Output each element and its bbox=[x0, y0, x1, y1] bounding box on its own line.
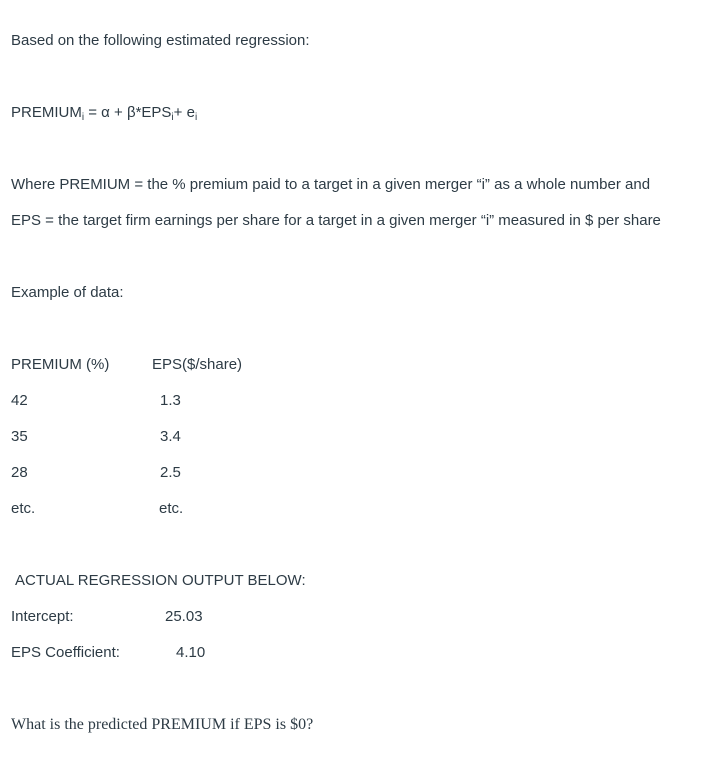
equation-premium: PREMIUM bbox=[11, 104, 82, 121]
equation-subscript-i: i bbox=[81, 112, 85, 123]
table-cell-premium: 28 bbox=[11, 464, 28, 481]
table-header-premium: PREMIUM (%) bbox=[11, 356, 110, 373]
table-header-eps: EPS($/share) bbox=[152, 356, 243, 373]
question-text: What is the predicted PREMIUM if EPS is $0? bbox=[11, 716, 314, 733]
equation-subscript-i-2: i bbox=[171, 112, 174, 123]
table-cell-eps: 2.5 bbox=[160, 464, 181, 481]
definition-premium: Where PREMIUM = the % premium paid to a target in a given merger “i” as a whole number and bbox=[11, 176, 651, 193]
equation-middle: = α + β*EPS bbox=[84, 104, 172, 121]
intro-text: Based on the following estimated regression: bbox=[11, 32, 310, 49]
table-cell-eps: 1.3 bbox=[160, 392, 181, 409]
regression-equation bbox=[11, 103, 197, 123]
table-cell-premium: 42 bbox=[11, 392, 28, 409]
regression-output-heading: ACTUAL REGRESSION OUTPUT BELOW: bbox=[15, 572, 306, 589]
table-cell-premium: etc. bbox=[11, 500, 36, 517]
table-cell-eps: 3.4 bbox=[160, 428, 181, 445]
definition-eps: EPS = the target firm earnings per share for a target in a given merger “i” measured in $ per share bbox=[11, 212, 661, 229]
table-cell-eps: etc. bbox=[159, 500, 184, 517]
eps-coefficient-value: 4.10 bbox=[176, 644, 206, 661]
example-label: Example of data: bbox=[11, 284, 124, 301]
eps-coefficient-label: EPS Coefficient: bbox=[11, 644, 120, 661]
intercept-label: Intercept: bbox=[11, 608, 74, 625]
equation-error: + e bbox=[173, 104, 195, 121]
equation-subscript-i-3: i bbox=[194, 112, 198, 123]
table-cell-premium: 35 bbox=[11, 428, 28, 445]
intercept-value: 25.03 bbox=[165, 608, 203, 625]
